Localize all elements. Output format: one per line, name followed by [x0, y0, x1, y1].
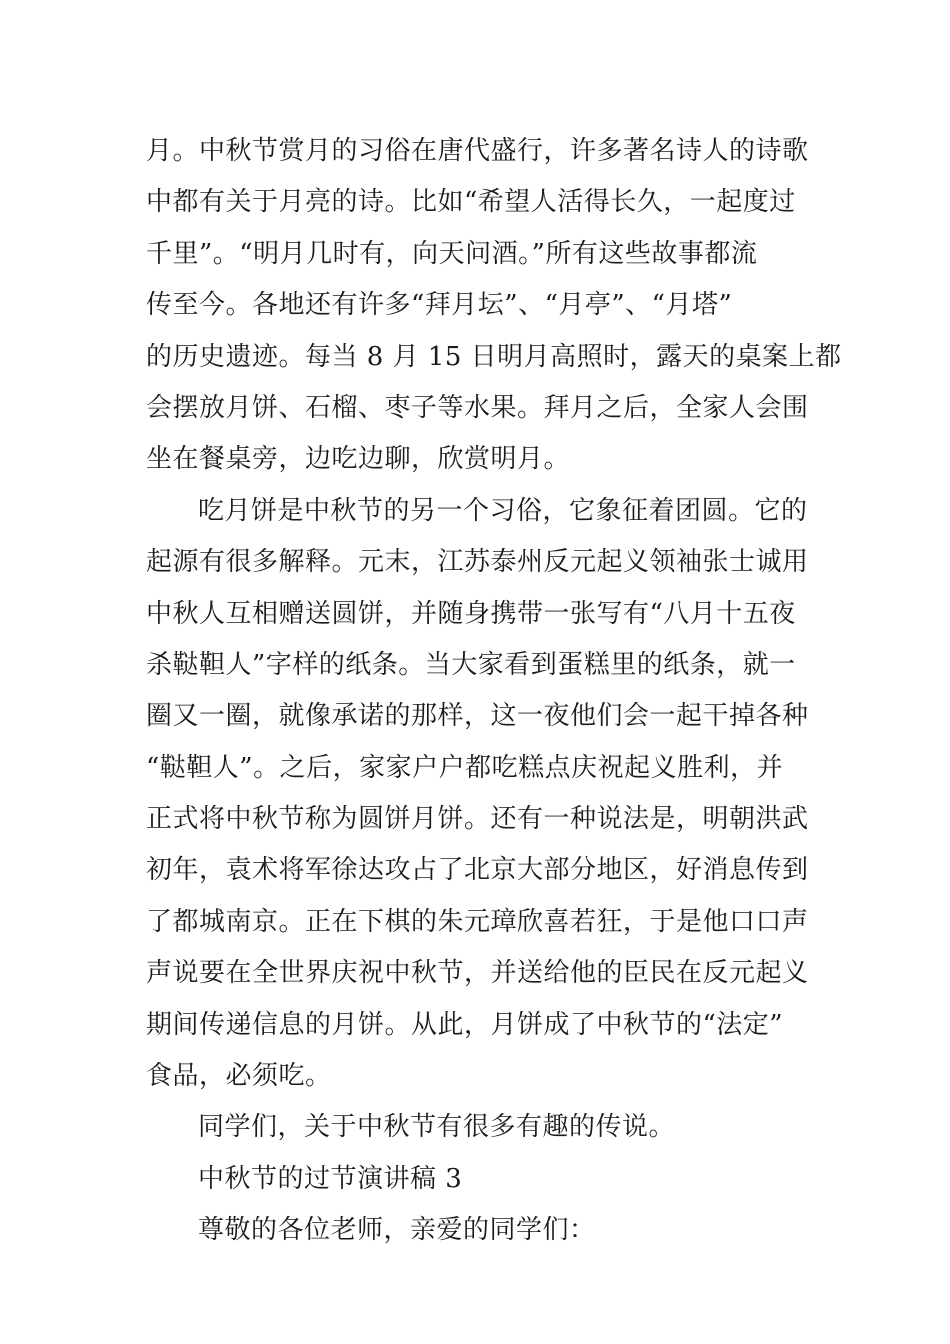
section-heading [146, 1154, 806, 1205]
text-line: 初年，袁术将军徐达攻占了北京大部分地区，好消息传到 [146, 855, 809, 886]
text-line: 吃月饼是中秋节的另一个习俗，它象征着团圆。它的 [198, 495, 808, 526]
text-line: 起源有很多解释。元末，江苏泰州反元起义领袖张士诚用 [146, 547, 809, 578]
text-line: 传至今。各地还有许多“拜月坛”、“月亭”、“月塔” [146, 290, 733, 321]
text-line: 的历史遗迹。每当 8 月 15 日明月高照时，露天的桌案上都 [146, 341, 842, 372]
text-line: 同学们，关于中秋节有很多有趣的传说。 [198, 1112, 676, 1143]
paragraph [146, 1102, 806, 1153]
paragraph [146, 126, 842, 486]
text-line: 中秋节的过节演讲稿 3 [198, 1163, 463, 1194]
text-line: 尊敬的各位老师，亲爱的同学们： [198, 1215, 596, 1246]
text-line: 杀鞑靼人”字样的纸条。当大家看到蛋糕里的纸条，就一 [146, 649, 796, 680]
text-line: 月。中秋节赏月的习俗在唐代盛行，许多著名诗人的诗歌 [146, 136, 809, 166]
text-line: 会摆放月饼、石榴、枣子等水果。拜月之后，全家人会围 [146, 392, 809, 423]
text-line: 中都有关于月亮的诗。比如“希望人活得长久，一起度过 [146, 187, 796, 218]
text-line: 坐在餐桌旁，边吃边聊，欣赏明月。 [146, 444, 571, 475]
text-line: “鞑靼人”。之后，家家户户都吃糕点庆祝起义胜利，并 [146, 752, 784, 783]
text-line: 圈又一圈，就像承诺的那样，这一夜他们会一起干掉各种 [146, 701, 809, 732]
paragraph [146, 486, 809, 1103]
text-line: 声说要在全世界庆祝中秋节，并送给他的臣民在反元起义 [146, 958, 809, 989]
text-line: 中秋人互相赠送圆饼，并随身携带一张写有“八月十五夜 [146, 598, 796, 629]
salutation [146, 1205, 806, 1256]
text-line: 了都城南京。正在下棋的朱元璋欣喜若狂，于是他口口声 [146, 906, 809, 937]
text-line: 正式将中秋节称为圆饼月饼。还有一种说法是，明朝洪武 [146, 804, 809, 835]
document-body [146, 126, 842, 1257]
text-line: 期间传递信息的月饼。从此，月饼成了中秋节的“法定” [146, 1009, 784, 1040]
text-line: 食品，必须吃。 [146, 1061, 332, 1092]
text-line: 千里”。“明月几时有，向天问酒。”所有这些故事都流 [146, 238, 758, 269]
